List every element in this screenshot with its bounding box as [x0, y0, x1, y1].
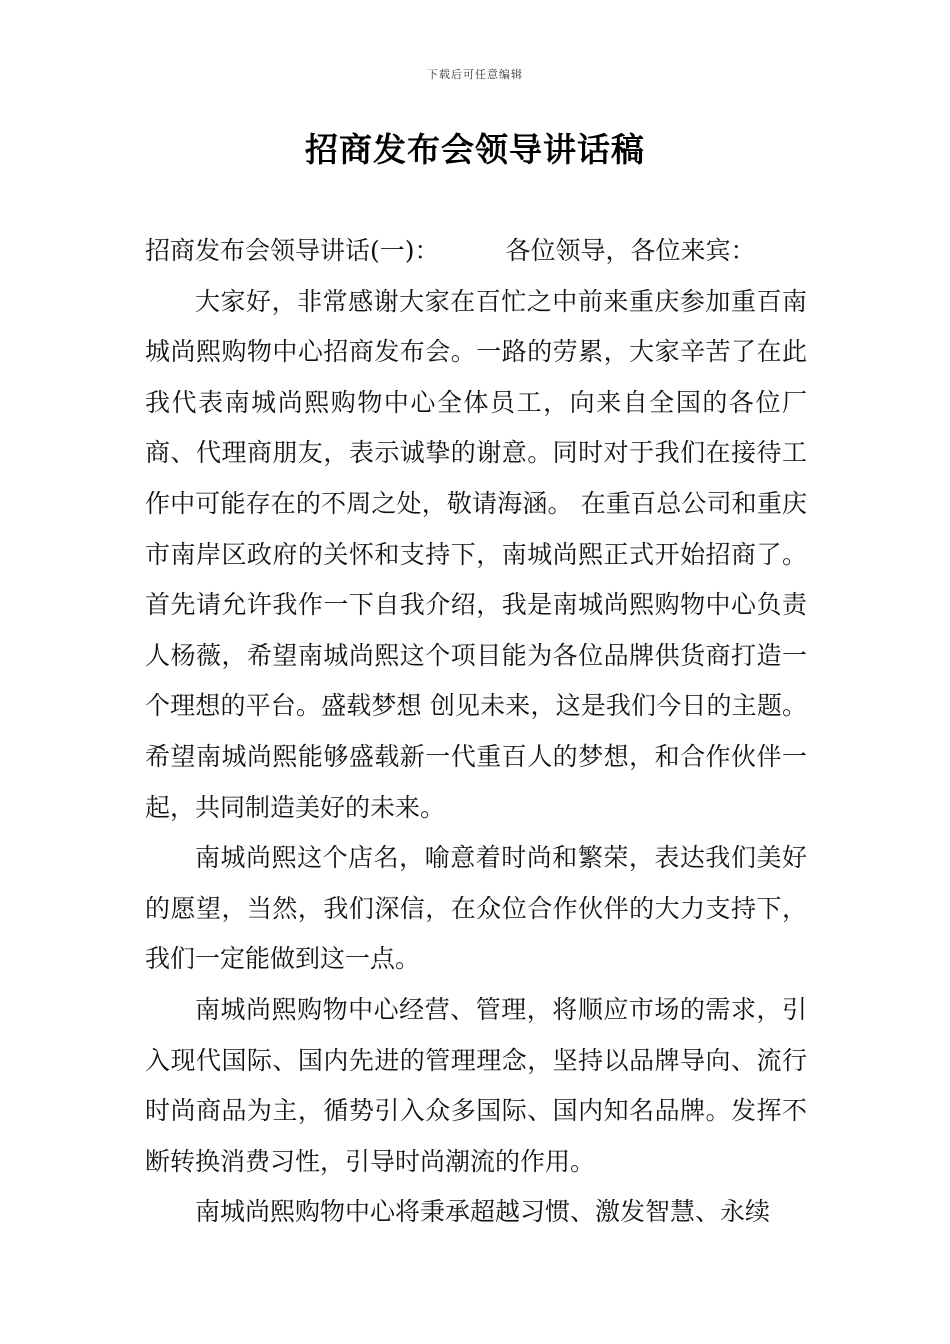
paragraph: 南城尚熙购物中心将秉承超越习惯、激发智慧、永续	[195, 1197, 771, 1227]
paragraph: 大家好，非常感谢大家在百忙之中前来重庆参加重百南城尚熙购物中心招商发布会。一路的劳累，大家辛苦了在此我代表南城尚熙购物中心全体员工，向来自全国的各位厂商、代理商朋友，表示诚挚的谢意。同时对于我们在接待工作中可能存在的不周之处，敬请海涵。 在重百总公司和重庆市南岸区政府的关怀和支持下，南城尚熙正式开始招商了。首先请允许我作一下自我介绍，我是南城尚熙购物中心负责人杨薇，希望南城尚熙这个项目能为各位品牌供货商打造一个理想的平台。盛载梦想 创见未来，这是我们今日的主题。希望南城尚熙能够盛载新一代重百人的梦想，和合作伙伴一起，共同制造美好的未来。	[145, 286, 807, 822]
paragraph: 南城尚熙购物中心经营、管理，将顺应市场的需求，引入现代国际、国内先进的管理理念，坚持以品牌导向、流行时尚商品为主，循势引入众多国际、国内知名品牌。发挥不断转换消费习性，引导时尚潮流的作用。	[145, 994, 807, 1176]
intro-label: 招商发布会领导讲话(一)：	[145, 236, 440, 265]
document-body	[145, 226, 807, 1238]
intro-line	[145, 226, 807, 277]
intro-greeting: 各位领导，各位来宾：	[505, 236, 756, 265]
document-title: 招商发布会领导讲话稿	[305, 130, 645, 169]
paragraph: 南城尚熙这个店名，喻意着时尚和繁荣，表达我们美好的愿望，当然，我们深信，在众位合作伙伴的大力支持下，我们一定能做到这一点。	[145, 843, 807, 974]
header-note: 下载后可任意编辑	[427, 68, 523, 81]
